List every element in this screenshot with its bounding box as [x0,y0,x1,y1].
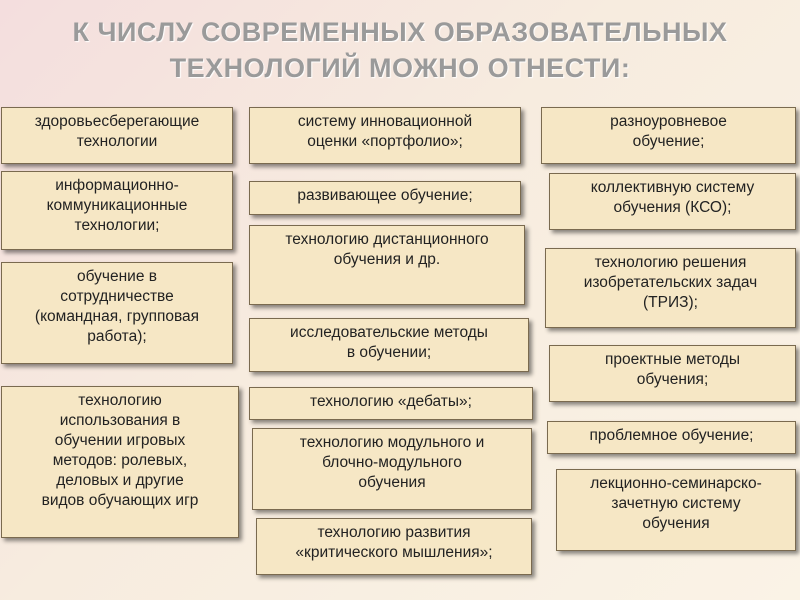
item-debates [249,387,533,420]
item-portfolio [249,107,521,164]
item-kso [549,173,796,230]
item-game-methods [1,386,239,538]
item-label: здоровьесберегающие технологии [34,113,200,150]
item-label: коллективную систему обучения (КСО); [590,179,755,216]
item-label: технологию дистанционного обучения и др. [285,231,489,268]
item-label: проблемное обучение; [589,427,754,444]
item-label: лекционно-семинарско- зачетную систему обучения [590,475,762,532]
item-multilevel [541,107,796,164]
item-label: информационно- коммуникационные технологии; [46,177,188,234]
item-lecture-seminar [556,469,796,551]
item-label: технологию «дебаты»; [310,393,472,410]
item-label: технологию развития «критического мышления»; [295,524,493,561]
item-health-saving [1,107,233,164]
item-project-methods [549,345,796,402]
item-research [249,318,529,372]
item-label: исследовательские методы в обучении; [290,324,488,361]
item-label: систему инновационной оценки «портфолио»; [297,113,473,150]
item-ict [1,171,233,250]
item-modular [252,428,532,510]
item-developmental [249,181,521,215]
item-label: технологию решения изобретательских задач (ТРИЗ); [583,254,758,311]
item-label: обучение в сотрудничестве (командная, групповая работа); [34,268,200,345]
item-label: развивающее обучение; [297,187,473,204]
item-critical-thinking [256,518,532,575]
item-label: разноуровневое обучение; [610,113,727,150]
item-label: технологию модульного и блочно-модульного обучения [299,434,485,491]
item-distance [249,225,525,305]
item-cooperation [1,262,233,364]
item-problem-learning [547,421,796,454]
slide-title: К ЧИСЛУ СОВРЕМЕННЫХ ОБРАЗОВАТЕЛЬНЫХ ТЕХНОЛОГИЙ МОЖНО ОТНЕСТИ: [72,17,728,83]
item-label: проектные методы обучения; [604,351,741,388]
item-label: технологию использования в обучении игровых методов: ролевых, деловых и другие видов обучающих игр [41,392,199,509]
item-triz [545,248,796,328]
